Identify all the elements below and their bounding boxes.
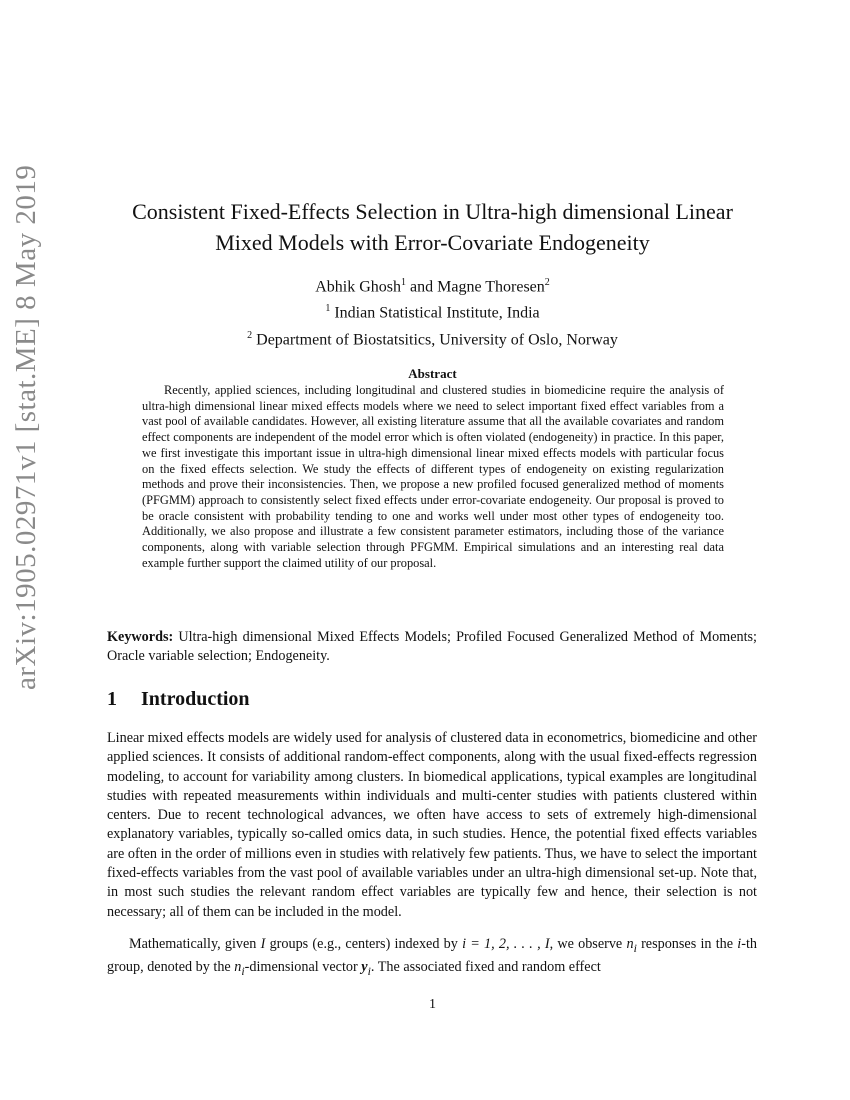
keywords-text: Ultra-high dimensional Mixed Effects Models; Profiled Focused Generalized Method of Moments; Oracle variable selection; Endogeneity. <box>107 629 761 664</box>
p2-text-g: . The associated fixed and random effect <box>370 959 601 976</box>
title-line-1: Consistent Fixed-Effects Selection in Ultra-high dimensional Linear <box>132 199 733 224</box>
abstract-text: Recently, applied sciences, including longitudinal and clustered studies in biomedicine require the analysis of ultra-high dimensional linear mixed effects models where we need to select important fixed effect variables from a vast pool of available candidates. However, all existing literature assume that all the available covariates and random effect components are independent of the model error which is often violated (endogeneity) in practice. In this paper, we first investigate this important issue in ultra-high dimensional linear mixed effects models with particular focus on the fixed effects selection. We study the effects of different types of endogeneity on existing regularization methods and prove their inconsistencies. Then, we propose a new profiled focused generalized method of moments (PFGMM) approach to consistently select fixed effects under error-covariate endogeneity. Our proposal is proved to be oracle consistent with probability tending to one and works well under most other types of endogeneity too. Additionally, we also propose and illustrate a few consistent parameter estimators, including those of the variance components, along with variable selection through PFGMM. Empirical simulations and an interesting real data example further support the claimed utility of our proposal. <box>142 383 724 570</box>
keywords-label: Keywords: <box>107 629 174 645</box>
p2-text-e: -th group, denoted by the <box>107 936 761 976</box>
author-2: Magne Thoresen <box>437 278 545 296</box>
affiliation-2-mark: 2 <box>247 329 253 341</box>
p2-text-f: -dimensional vector <box>244 959 362 976</box>
intro-paragraph-1: Linear mixed effects models are widely used for analysis of clustered data in econometrics, biomedicine and other applied sciences. It consists of additional random-effect components, along with the usual fixed-effects regression modeling, to account for variability among clusters. In biomedical applications, typical examples are longitudinal studies with repeated measurements within individuals and multi-center studies with patients clustered within centers. Due to recent technological advances, we often have access to sets of extremely high-dimensional explanatory variables, typically so-called omics data, in such studies. Hence, the potential fixed effects variables are often in the order of millions even in studies with relatively few patients. Thus, we have to select the important fixed-effects variables from the vast pool of available variables under an ultra-high dimensional set-up. Note that, in most such studies the relevant random effect variables are typically few and hence, their selection is not necessary; all of them can be included in the model. <box>107 730 757 920</box>
p2-text-d: responses in the <box>636 936 738 952</box>
author-names <box>100 272 765 298</box>
title-line-2: Mixed Models with Error-Covariate Endogeneity <box>215 230 650 255</box>
p2-math-y-sub: i <box>367 963 371 978</box>
arxiv-identifier: arXiv:1905.02971v1 [stat.ME] 8 May 2019 <box>10 164 42 690</box>
section-heading-introduction <box>107 688 757 711</box>
author-2-affiliation-mark: 2 <box>544 277 550 288</box>
author-conjunction: and <box>406 278 438 296</box>
affiliation-2 <box>100 325 765 351</box>
author-1: Abhik Ghosh <box>315 278 401 296</box>
p2-math-I: I <box>260 936 266 952</box>
p2-text-a: Mathematically, given <box>129 936 261 952</box>
section-title: Introduction <box>141 688 250 710</box>
p2-math-y: y <box>361 959 368 976</box>
p2-math-n2-sub: i <box>241 963 245 978</box>
p2-math-n: n <box>626 936 634 952</box>
p2-math-n2: n <box>234 959 242 976</box>
affiliation-1 <box>100 298 765 324</box>
author-block <box>100 272 765 351</box>
abstract-heading: Abstract <box>408 366 457 381</box>
paper-title <box>100 196 765 258</box>
p2-math-index: i = 1, 2, . . . , I <box>462 936 550 952</box>
affiliation-1-mark: 1 <box>325 303 331 315</box>
keywords-block <box>107 628 761 666</box>
p2-text-c: , we observe <box>549 936 627 952</box>
affiliation-2-text: Department of Biostatsitics, University of Oslo, Norway <box>252 330 618 348</box>
p2-math-i: i <box>737 936 742 952</box>
affiliation-1-text: Indian Statistical Institute, India <box>330 304 540 322</box>
page-number: 1 <box>429 997 436 1012</box>
author-1-affiliation-mark: 1 <box>401 277 406 288</box>
arxiv-side-stamp <box>0 164 60 720</box>
intro-paragraph-2 <box>107 935 761 981</box>
p2-math-n-sub: i <box>633 940 637 955</box>
p2-text-b: groups (e.g., centers) indexed by <box>265 936 463 952</box>
section-number: 1 <box>107 688 117 710</box>
